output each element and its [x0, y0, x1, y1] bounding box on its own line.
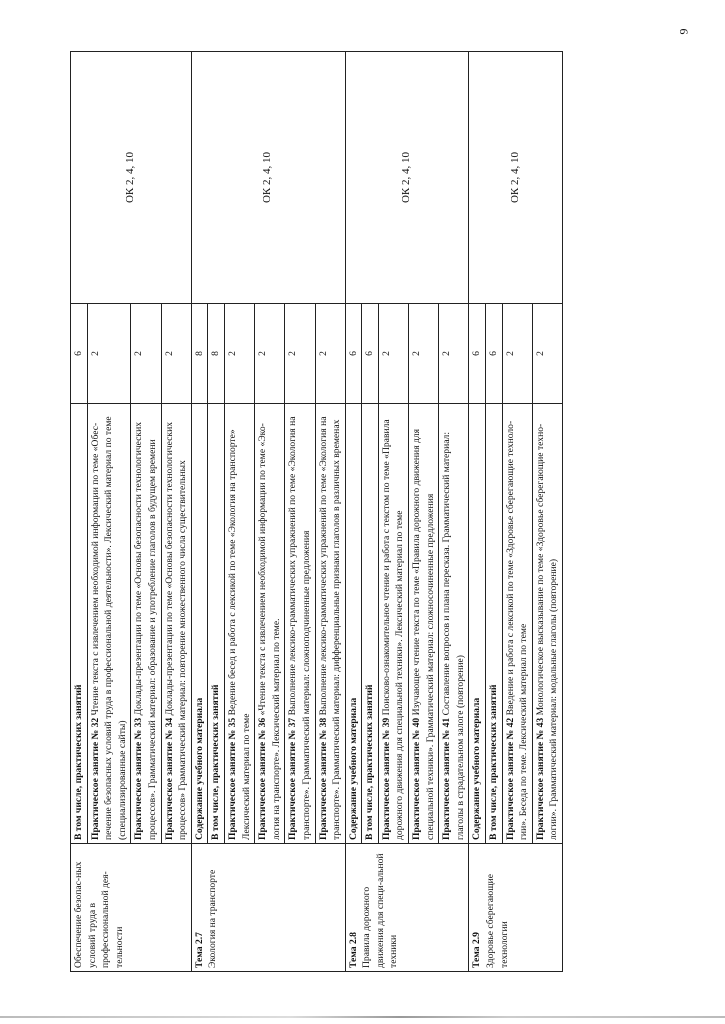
lesson-text: Доклады-презентации по теме «Основы безопасности технологических процессов». Грамматический материал: образование и употребление глаголов в будущем времени — [133, 421, 158, 840]
hours-cell: 2 — [255, 304, 285, 404]
lesson-cell — [502, 404, 532, 844]
hours-cell: 2 — [285, 304, 315, 404]
lesson-cell — [532, 404, 562, 844]
lesson-text: Изучающее чтение текста по теме «Правила дорожного движения для специальной техники». Грамматический материал: сложносочиненные предложения — [411, 428, 436, 840]
lesson-text: Поисково-ознакомительное чтение и работа с текстом по теме «Правила дорожного движения для специальной техники». Лексический материал по теме — [380, 419, 406, 840]
hours-cell: 6 — [345, 304, 362, 404]
topic-title: Тема 2.7 — [193, 932, 205, 968]
lesson-text: Введение и работа с лексикой по теме «Здоровье сберегающие техноло-гии». Беседа по теме. Лексический материал по теме — [504, 420, 530, 840]
topic-cell — [345, 844, 469, 972]
page-number: 9 — [676, 28, 691, 35]
lesson-text: Выполнение лексико-грамматических упражнений по теме «Экология на транспорте». Грамматический материал: дифференциальные признаки глаголов в различных временах — [317, 416, 343, 840]
lesson-label: Практическое занятие № 33 — [133, 717, 145, 840]
lesson-text: Ведение бесед и работа с лексикой по теме «Экология на транспорте» Лексический материал по теме — [226, 429, 252, 840]
hours-cell: 8 — [208, 304, 225, 404]
lesson-label: Практическое занятие № 35 — [226, 717, 238, 840]
topic-cell — [469, 844, 563, 972]
topic-title: Тема 2.9 — [471, 932, 483, 968]
scan-edge-artifact — [0, 1016, 725, 1018]
rotated-table-stage — [70, 52, 592, 972]
section-header: В том числе, практических занятий — [486, 404, 503, 844]
hours-cell: 2 — [161, 304, 191, 404]
section-header: В том числе, практических занятий — [362, 404, 379, 844]
section-header: В том числе, практических занятий — [71, 404, 88, 844]
lesson-label: Практическое занятие № 37 — [287, 717, 299, 840]
lesson-cell — [87, 404, 131, 844]
lesson-label: Практическое занятие № 42 — [504, 717, 516, 840]
competency-cell: ОК 2, 4, 10 — [191, 52, 345, 304]
lesson-label: Практическое занятие № 39 — [380, 717, 392, 840]
lesson-label: Практическое занятие № 34 — [163, 717, 175, 840]
lesson-cell — [378, 404, 408, 844]
hours-cell: 6 — [469, 304, 486, 404]
lesson-text: Чтение текста с извлечением необходимой информации по теме «Обес-печение безопасных условий труда в профессиональной деятельности». Лексический материал по теме (специализированные сайты) — [89, 416, 128, 840]
lesson-cell — [131, 404, 161, 844]
topic-name: Правила дорожного движения для специ-альной техники — [361, 853, 400, 968]
section-header: Содержание учебного материала — [191, 404, 208, 844]
lesson-label: Практическое занятие № 43 — [534, 717, 546, 840]
lesson-label: Практическое занятие № 32 — [89, 717, 101, 840]
lesson-cell — [224, 404, 254, 844]
table-row — [71, 52, 88, 972]
lesson-cell — [409, 404, 439, 844]
curriculum-table — [70, 51, 563, 972]
topic-name: Экология на транспорте — [207, 869, 219, 968]
competency-cell: ОК 2, 4, 10 — [71, 52, 192, 304]
lesson-text: «Чтение текста с извлечением необходимой информации по теме «Эко-логия на транспорте». Лексический материал по теме. — [257, 423, 282, 840]
lesson-cell — [315, 404, 345, 844]
topic-cell — [191, 844, 345, 972]
hours-cell: 6 — [362, 304, 379, 404]
competency-cell: ОК 2, 4, 10 — [345, 52, 469, 304]
hours-cell: 2 — [378, 304, 408, 404]
hours-cell: 2 — [87, 304, 131, 404]
hours-cell: 6 — [486, 304, 503, 404]
topic-cell: Обеспечение безопас-ных условий труда в профессиональной дея-тельности — [71, 844, 192, 972]
lesson-text: Доклады-презентации по теме «Основы безопасности технологических процессов» Грамматический материал: повторение множественного числа существительных — [163, 421, 189, 840]
hours-cell: 6 — [71, 304, 88, 404]
lesson-label: Практическое занятие № 41 — [441, 717, 453, 840]
section-header: Содержание учебного материала — [469, 404, 486, 844]
table-row — [191, 52, 208, 972]
topic-name: Здоровье сберегающие технологии — [485, 874, 510, 968]
hours-cell: 2 — [439, 304, 469, 404]
hours-cell: 2 — [532, 304, 562, 404]
hours-cell: 2 — [131, 304, 161, 404]
hours-cell: 2 — [409, 304, 439, 404]
lesson-cell — [161, 404, 191, 844]
lesson-text: Монологическое высказывание по теме «Здоровье сберегающие техно-логии». Грамматический материал: модальные глаголы (повторение) — [534, 423, 560, 840]
lesson-cell — [255, 404, 285, 844]
hours-cell: 2 — [224, 304, 254, 404]
hours-cell: 2 — [502, 304, 532, 404]
hours-cell: 8 — [191, 304, 208, 404]
lesson-text: Выполнение лексико-грамматических упражнений по теме «Экология на транспорте». Грамматический материал: сложноподчиненные предложения — [287, 416, 312, 840]
section-header: В том числе, практических занятий — [208, 404, 225, 844]
section-header: Содержание учебного материала — [345, 404, 362, 844]
lesson-text: Составление вопросов и плана пересказа. Грамматический материал: глаголы в страдательном залоге (повторение) — [441, 431, 466, 840]
table-row — [469, 52, 486, 972]
topic-title: Тема 2.8 — [347, 932, 359, 968]
lesson-cell — [439, 404, 469, 844]
hours-cell: 2 — [315, 304, 345, 404]
lesson-label: Практическое занятие № 38 — [317, 717, 329, 840]
lesson-cell — [285, 404, 315, 844]
table-row — [345, 52, 362, 972]
lesson-label: Практическое занятие № 40 — [411, 717, 423, 840]
competency-cell: ОК 2, 4, 10 — [469, 52, 563, 304]
lesson-label: Практическое занятие № 36 — [257, 717, 269, 840]
